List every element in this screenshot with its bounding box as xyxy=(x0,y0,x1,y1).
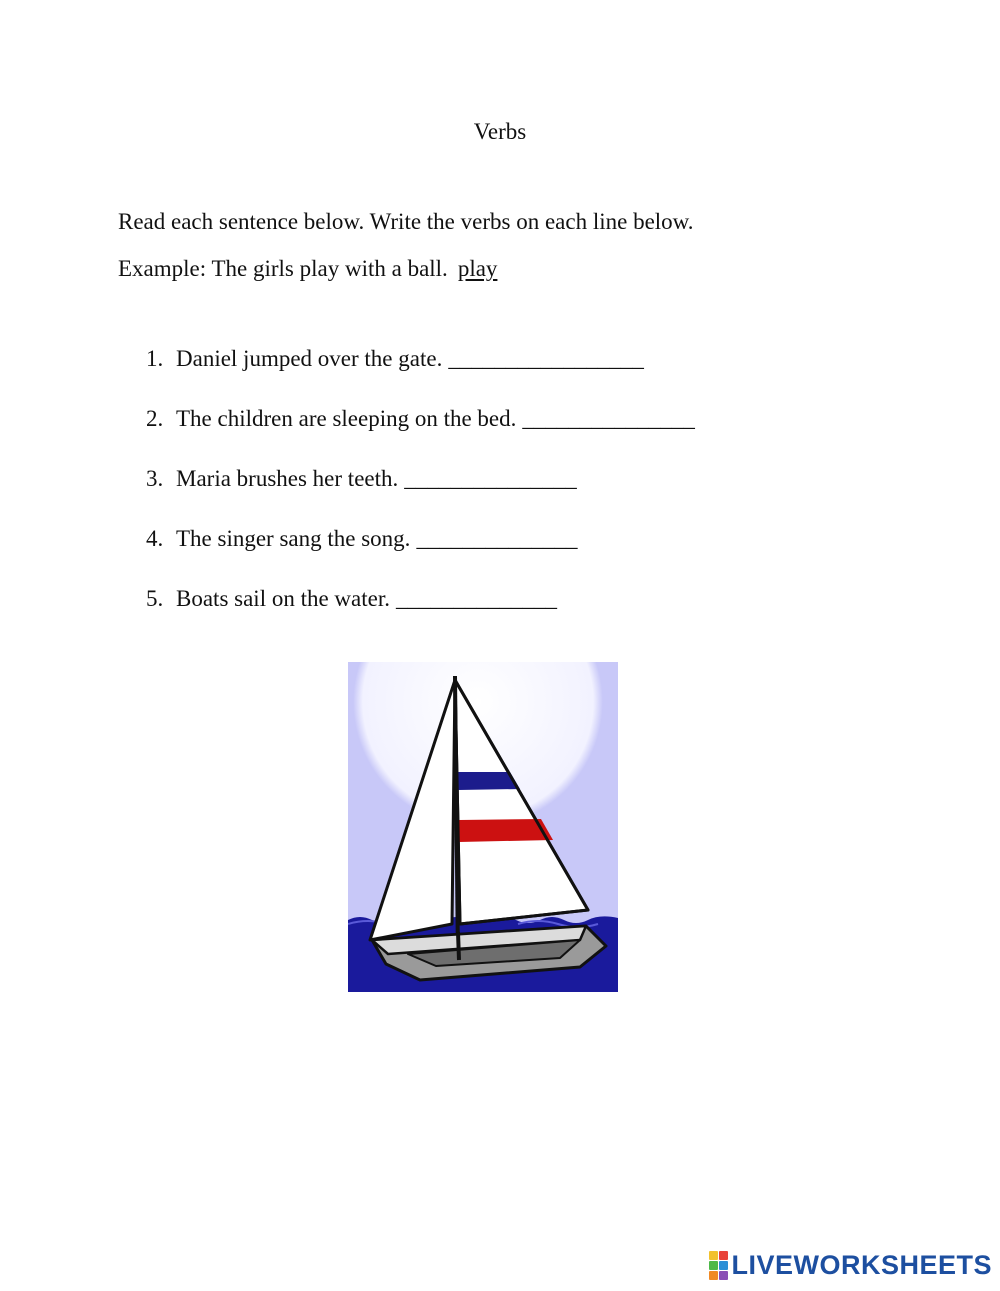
answer-blank[interactable]: _______________ xyxy=(404,466,577,491)
question-item xyxy=(146,344,644,374)
answer-blank[interactable]: _______________ xyxy=(522,406,695,431)
answer-blank[interactable]: ______________ xyxy=(416,526,578,551)
question-text: The singer sang the song. xyxy=(176,526,411,551)
question-item xyxy=(146,524,577,554)
question-text: Daniel jumped over the gate. xyxy=(176,346,443,371)
example-line xyxy=(118,254,497,284)
question-text: The children are sleeping on the bed. xyxy=(176,406,517,431)
question-text: Boats sail on the water. xyxy=(176,586,390,611)
sailboat-icon xyxy=(348,662,618,992)
question-item xyxy=(146,404,695,434)
logo-blocks-icon xyxy=(709,1251,728,1280)
instructions-text: Read each sentence below. Write the verbs on each line below. xyxy=(118,209,694,234)
answer-blank[interactable]: _________________ xyxy=(448,346,644,371)
question-item xyxy=(146,464,577,494)
page-title: Verbs xyxy=(473,119,527,144)
question-number: 5. xyxy=(146,586,164,611)
question-number: 4. xyxy=(146,526,164,551)
example-sentence: Example: The girls play with a ball. xyxy=(118,256,448,281)
logo-text: LIVEWORKSHEETS xyxy=(731,1249,992,1280)
question-number: 3. xyxy=(146,466,164,491)
question-item xyxy=(146,584,557,614)
liveworksheets-logo xyxy=(709,1250,992,1280)
question-number: 2. xyxy=(146,406,164,431)
question-text: Maria brushes her teeth. xyxy=(176,466,399,491)
question-number: 1. xyxy=(146,346,164,371)
example-answer: play xyxy=(457,256,498,281)
answer-blank[interactable]: ______________ xyxy=(396,586,557,611)
